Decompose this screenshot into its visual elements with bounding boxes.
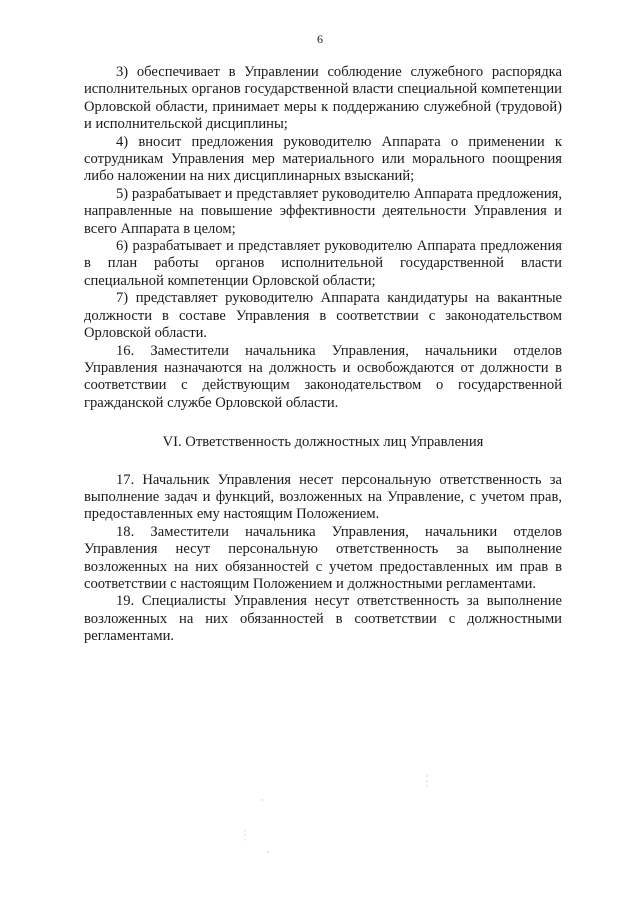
document-body bbox=[84, 64, 562, 646]
paragraph-item-6: 6) разрабатывает и представляет руководителю Аппарата предложения в план работы органов исполнительной государственной власти специальной компетенции Орловской области; bbox=[84, 238, 562, 289]
section-heading: VI. Ответственность должностных лиц Управления bbox=[162, 434, 484, 451]
paragraph-16: 16. Заместители начальника Управления, начальники отделов Управления назначаются на должность и освобождаются от должности в соответствии с действующим законодательством о государственной гражданской службе Орловской области. bbox=[84, 342, 562, 411]
paragraph-item-4: 4) вносит предложения руководителю Аппарата о применении к сотрудникам Управления мер материального или морального поощрения либо наложении на них дисциплинарных взысканий; bbox=[84, 133, 562, 185]
paragraph-17: 17. Начальник Управления несет персональную ответственность за выполнение задач и функций, возложенных на Управление, с учетом прав, предоставленных ему настоящим Положением. bbox=[84, 471, 562, 523]
paragraph-item-3: 3) обеспечивает в Управлении соблюдение служебного распорядка исполнительных органов государственной власти специальной компетенции Орловской области, принимает меры к поддержанию служебной (трудовой) и исполнительской дисциплины; bbox=[84, 64, 562, 133]
page-number: 6 bbox=[317, 32, 323, 46]
paragraph-item-5: 5) разрабатывает и представляет руководителю Аппарата предложения, направленные на повышение эффективности деятельности Управления и всего Аппарата в целом; bbox=[84, 185, 562, 237]
paragraph-19: 19. Специалисты Управления несут ответственность за выполнение возложенных на них обязанностей в соответствии с должностными регламентами. bbox=[84, 593, 562, 645]
paragraph-item-7: 7) представляет руководителю Аппарата кандидатуры на вакантные должности в составе Управления в соответствии с законодательством Орловской области. bbox=[84, 290, 562, 342]
paragraph-18: 18. Заместители начальника Управления, начальники отделов Управления несут персональную ответственность за выполнение возложенных на них обязанностей с учетом предоставленных им прав в соответствии с настоящим Положением и должностными регламентами. bbox=[84, 523, 562, 592]
